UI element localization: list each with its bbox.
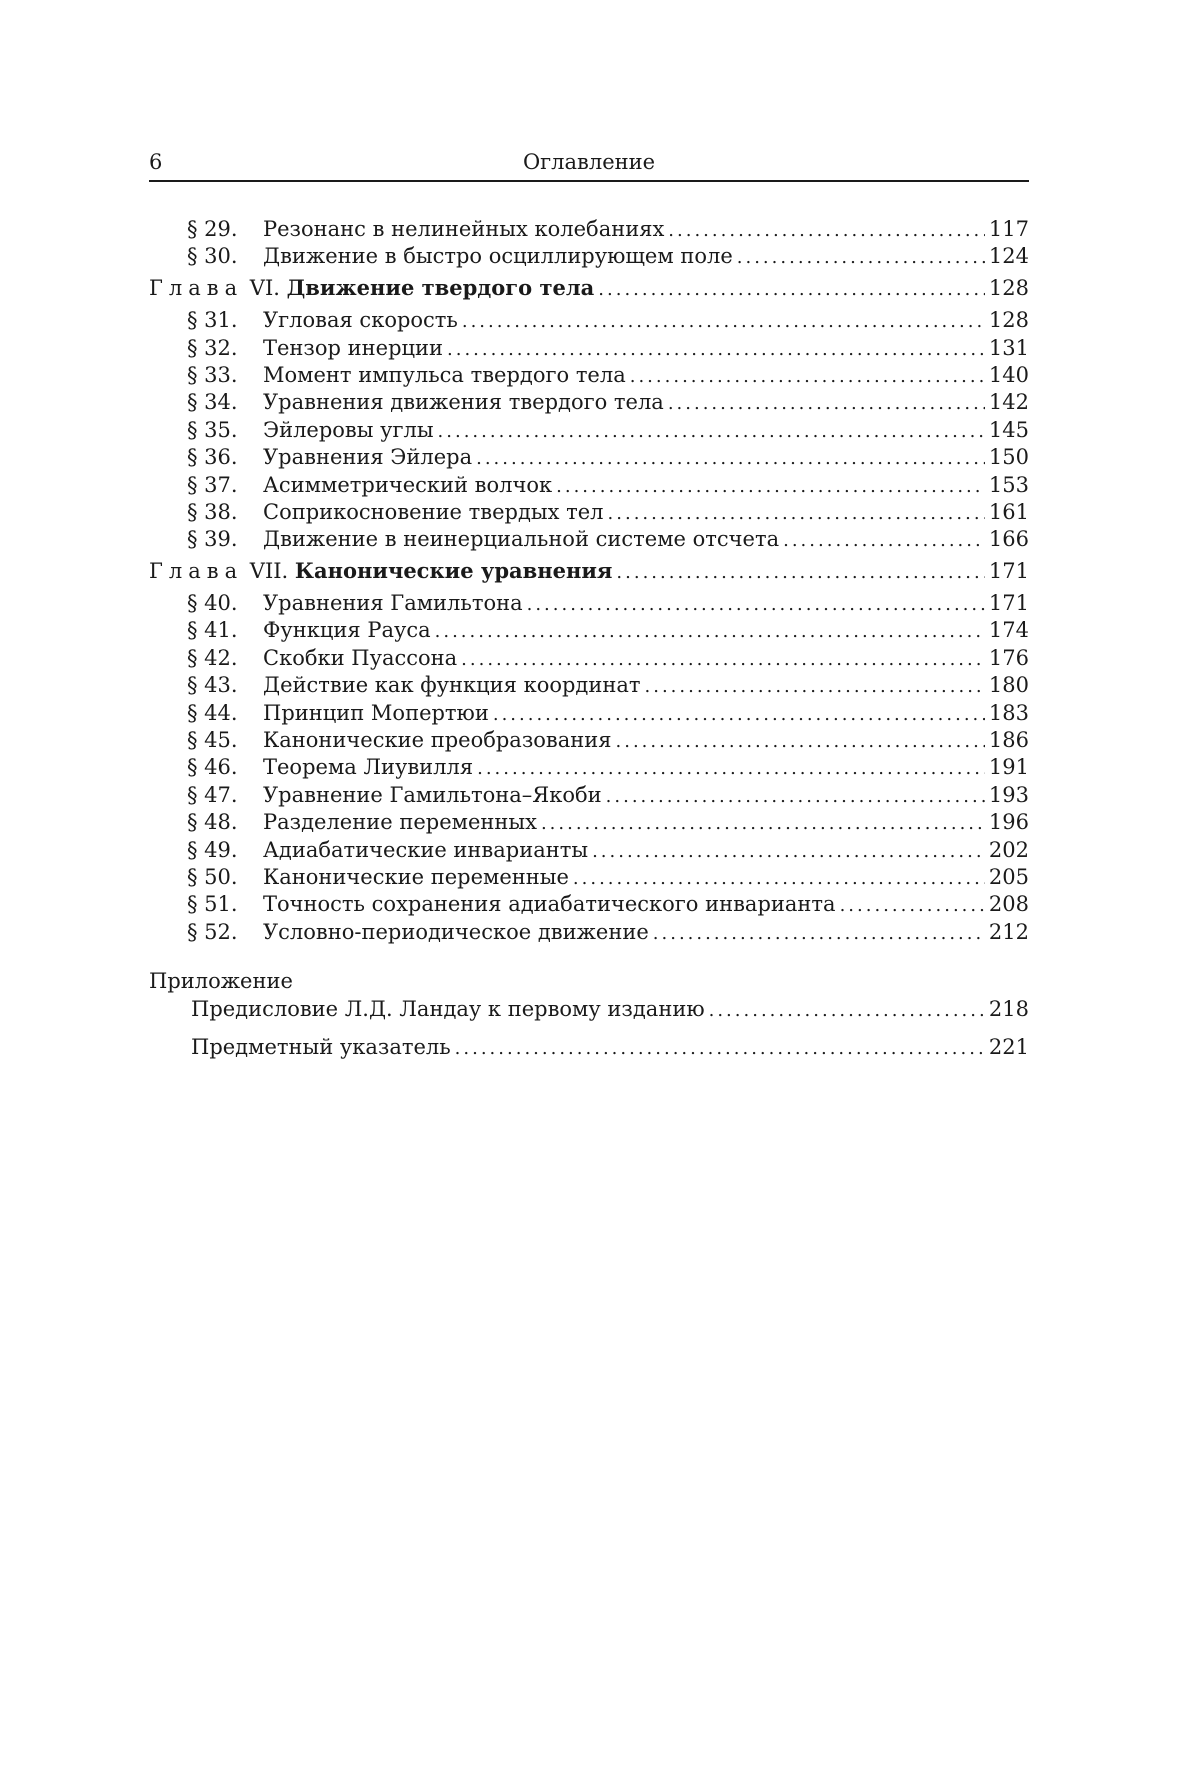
toc-entry[interactable] [149, 617, 1029, 644]
section-number: § 35. [187, 417, 238, 442]
section-number: § 46. [187, 755, 238, 780]
toc-entry[interactable] [149, 389, 1029, 416]
toc-entry[interactable] [149, 672, 1029, 699]
section-title: Резонанс в нелинейных колебаниях [263, 217, 665, 241]
page-ref: 171 [988, 591, 1029, 616]
toc-entry[interactable] [149, 590, 1029, 617]
dot-leader [455, 1035, 985, 1062]
section-title: Асимметрический волчок [263, 472, 553, 497]
section-title: Эйлеровы углы [263, 417, 434, 442]
section-title: Теорема Лиувилля [263, 755, 474, 780]
toc-entry[interactable] [149, 919, 1029, 946]
section-number: § 51. [187, 892, 238, 917]
section-title: Принцип Мопертюи [263, 700, 489, 725]
section-title: Движение в быстро осциллирующем поле [263, 244, 733, 269]
toc-entry[interactable] [149, 335, 1029, 362]
toc-entry[interactable] [149, 700, 1029, 727]
section-number: § 40. [187, 591, 238, 616]
page-ref: 212 [988, 919, 1029, 944]
chapter-title: Канонические уравнения [294, 557, 613, 583]
section-title: Точность сохранения адиабатического инварианта [263, 892, 836, 917]
page-ref: 193 [988, 782, 1029, 807]
chapter-entry-7[interactable] [149, 557, 1029, 584]
section-title: Момент импульса твердого тела [263, 362, 626, 387]
section-title: Адиабатические инварианты [263, 837, 589, 862]
section-number: § 37. [187, 472, 238, 497]
appendix-entry[interactable] [149, 1034, 1029, 1061]
section-title: Соприкосновение твердых тел [263, 499, 604, 524]
dot-leader [476, 445, 985, 472]
dot-leader [541, 810, 985, 837]
chapter-word: Глава [149, 558, 244, 583]
toc-entry[interactable] [149, 864, 1029, 891]
page-ref: 166 [988, 527, 1029, 552]
dot-leader [608, 500, 985, 527]
page-ref: 145 [988, 417, 1029, 442]
section-number: § 29. [187, 217, 238, 241]
toc-entry[interactable] [149, 444, 1029, 471]
running-title: Оглавление [522, 150, 656, 174]
page-ref: 202 [988, 837, 1029, 862]
section-number: § 43. [187, 673, 238, 698]
dot-leader [645, 673, 985, 700]
dot-leader [653, 920, 985, 947]
section-title: Функция Рауса [263, 618, 431, 643]
section-number: § 39. [187, 527, 238, 552]
page-ref: 142 [988, 390, 1029, 415]
toc-entry[interactable] [149, 891, 1029, 918]
toc-entry[interactable] [149, 499, 1029, 526]
section-number: § 42. [187, 645, 238, 670]
chapter-entry-6[interactable] [149, 274, 1029, 301]
section-title: Скобки Пуассона [263, 645, 458, 670]
toc-entry[interactable] [149, 243, 1029, 270]
dot-leader [573, 865, 985, 892]
section-title: Угловая скорость [263, 308, 458, 333]
section-title: Канонические преобразования [263, 728, 612, 753]
toc-entry[interactable] [149, 727, 1029, 754]
dot-leader [435, 618, 985, 645]
toc-entry[interactable] [149, 809, 1029, 836]
section-number: § 50. [187, 864, 238, 889]
page-ref: 183 [988, 700, 1029, 725]
section-number: § 33. [187, 362, 238, 387]
section-number: § 49. [187, 837, 238, 862]
section-number: § 38. [187, 499, 238, 524]
section-title: Действие как функция координат [263, 673, 641, 698]
page-ref: 124 [988, 244, 1029, 269]
section-number: § 52. [187, 919, 238, 944]
page-ref: 161 [988, 499, 1029, 524]
dot-leader [477, 755, 985, 782]
section-title: Канонические переменные [263, 864, 569, 889]
toc-entry[interactable] [149, 216, 1029, 243]
dot-leader [527, 591, 985, 618]
dot-leader [840, 892, 985, 919]
chapter-number: VI. [249, 275, 280, 300]
page-ref: 176 [988, 645, 1029, 670]
page-header [149, 146, 1029, 182]
section-number: § 45. [187, 728, 238, 753]
page-ref: 150 [988, 445, 1029, 470]
section-number: § 31. [187, 308, 238, 333]
page-ref: 131 [988, 335, 1029, 360]
dot-leader [438, 418, 985, 445]
page-ref: 140 [988, 362, 1029, 387]
section-number: § 44. [187, 700, 238, 725]
appendix-entry[interactable] [149, 996, 1029, 1023]
table-of-contents [149, 216, 1029, 1061]
dot-leader [709, 997, 985, 1024]
toc-entry[interactable] [149, 472, 1029, 499]
toc-entry[interactable] [149, 782, 1029, 809]
section-title: Уравнения Гамильтона [263, 591, 523, 616]
chapter-title: Движение твердого тела [286, 274, 595, 300]
section-title: Уравнения Эйлера [263, 445, 473, 470]
page-number: 6 [149, 150, 163, 174]
dot-leader [598, 276, 985, 303]
section-title: Уравнения движения твердого тела [263, 390, 664, 415]
dot-leader [737, 244, 985, 271]
dot-leader [556, 473, 985, 500]
toc-entry[interactable] [149, 837, 1029, 864]
appendix-item-title: Предисловие Л.Д. Ландау к первому изданию [191, 997, 705, 1022]
dot-leader [616, 728, 985, 755]
dot-leader [592, 838, 985, 865]
page-ref: 128 [988, 308, 1029, 333]
toc-entry[interactable] [149, 417, 1029, 444]
dot-leader [461, 646, 985, 673]
section-title: Уравнение Гамильтона–Якоби [263, 782, 602, 807]
dot-leader [668, 217, 985, 244]
page-ref: 186 [988, 728, 1029, 753]
section-number: § 48. [187, 810, 238, 835]
page-ref: 221 [988, 1034, 1029, 1059]
toc-entry[interactable] [149, 645, 1029, 672]
page-ref: 180 [988, 673, 1029, 698]
section-number: § 47. [187, 782, 238, 807]
section-number: § 36. [187, 445, 238, 470]
page-ref: 117 [988, 217, 1029, 241]
page-ref: 205 [988, 864, 1029, 889]
dot-leader [447, 336, 985, 363]
chapter-word: Глава [149, 275, 244, 300]
page-ref: 191 [988, 755, 1029, 780]
dot-leader [783, 527, 985, 554]
page-ref: 174 [988, 618, 1029, 643]
chapter-number: VII. [249, 558, 289, 583]
section-title: Условно-периодическое движение [263, 919, 649, 944]
page-ref: 171 [988, 558, 1029, 583]
section-title: Движение в неинерциальной системе отсчета [263, 527, 780, 552]
page-ref: 196 [988, 810, 1029, 835]
appendix-heading: Приложение [149, 969, 293, 994]
toc-entry[interactable] [149, 362, 1029, 389]
page-ref: 128 [988, 275, 1029, 300]
page-ref: 208 [988, 892, 1029, 917]
page-ref: 153 [988, 472, 1029, 497]
section-number: § 30. [187, 244, 238, 269]
section-number: § 41. [187, 618, 238, 643]
toc-entry[interactable] [149, 754, 1029, 781]
toc-entry[interactable] [149, 526, 1029, 553]
section-number: § 34. [187, 390, 238, 415]
dot-leader [616, 559, 985, 586]
dot-leader [493, 701, 985, 728]
dot-leader [462, 308, 985, 335]
section-number: § 32. [187, 335, 238, 360]
appendix-item-title: Предметный указатель [191, 1034, 451, 1059]
dot-leader [668, 390, 985, 417]
section-title: Разделение переменных [263, 810, 537, 835]
page-ref: 218 [988, 997, 1029, 1022]
dot-leader [630, 363, 985, 390]
section-title: Тензор инерции [263, 335, 444, 360]
toc-entry[interactable] [149, 307, 1029, 334]
dot-leader [606, 783, 985, 810]
